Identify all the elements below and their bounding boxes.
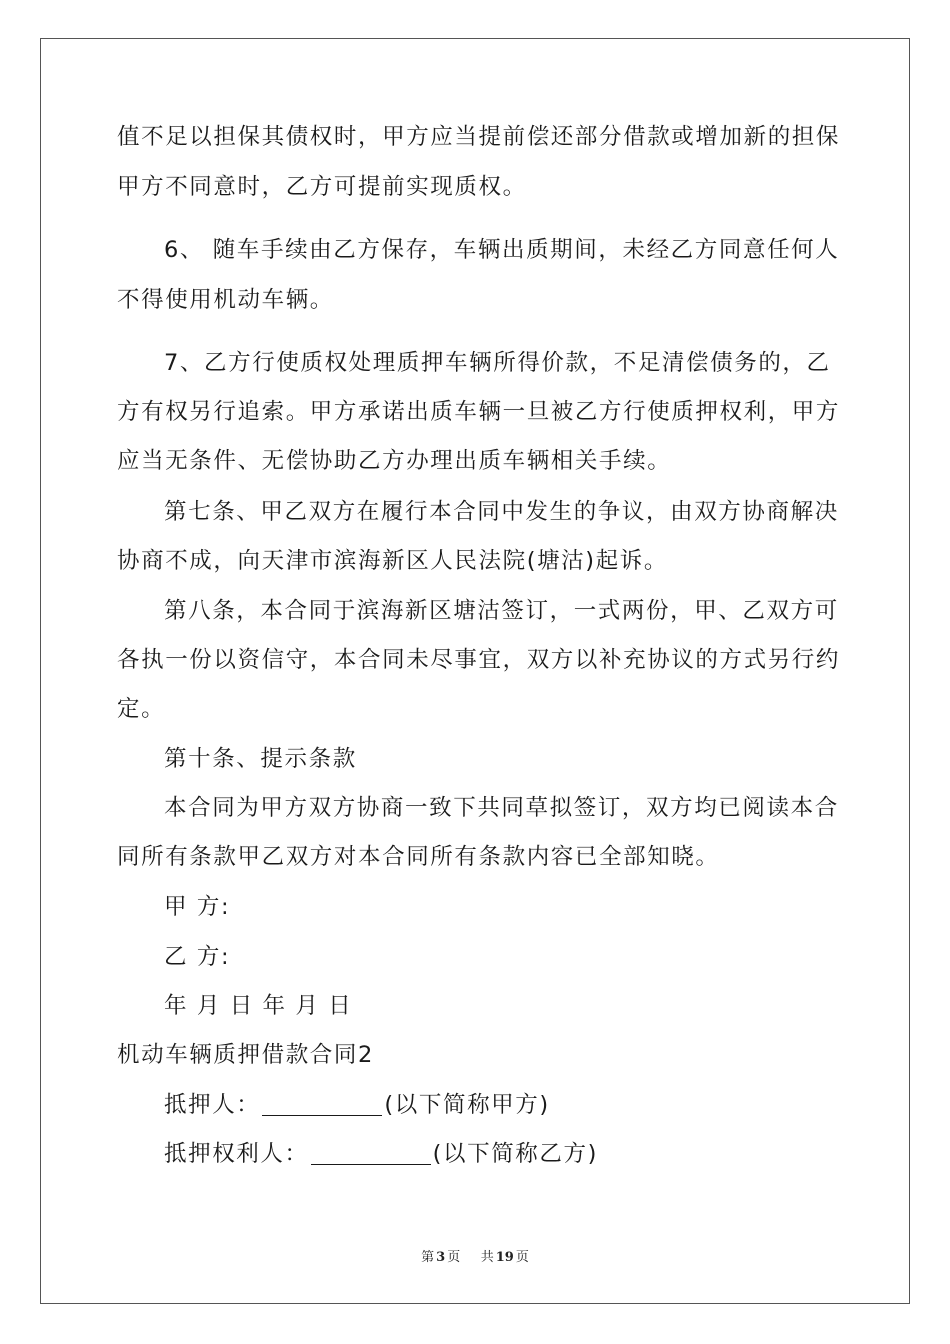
footer-total-unit: 页 <box>515 1250 529 1265</box>
footer-total-prefix: 共 <box>480 1250 494 1265</box>
mortgagor-line <box>164 1090 550 1120</box>
mortgagee-suffix: (以下简称乙方) <box>432 1141 598 1167</box>
mortgagor-blank <box>262 1093 382 1116</box>
section-heading: 第十条、提示条款 <box>164 746 357 772</box>
text-line: 同所有条款甲乙双方对本合同所有条款内容已全部知晓。 <box>117 844 720 870</box>
text-line: 6、 随车手续由乙方保存，车辆出质期间，未经乙方同意任何人 <box>164 237 840 263</box>
document-title: 机动车辆质押借款合同2 <box>117 1042 374 1068</box>
text-line: 值不足以担保其债权时，甲方应当提前偿还部分借款或增加新的担保 <box>117 124 841 150</box>
text-line: 定。 <box>117 696 166 722</box>
page-footer <box>0 1246 950 1265</box>
date-line: 年 月 日 年 月 日 <box>164 993 353 1019</box>
text-line: 各执一份以资信守，本合同未尽事宜，双方以补充协议的方式另行约 <box>117 647 841 673</box>
party-a-signature: 甲 方: <box>164 894 231 920</box>
text-line: 第八条，本合同于滨海新区塘沽签订，一式两份，甲、乙双方可 <box>164 598 839 624</box>
party-b-signature: 乙 方: <box>164 944 231 970</box>
text-line: 不得使用机动车辆。 <box>117 287 334 313</box>
footer-page-unit: 页 <box>447 1250 461 1265</box>
total-pages: 19 <box>495 1250 514 1265</box>
footer-prefix: 第 <box>421 1250 435 1265</box>
mortgagor-suffix: (以下简称甲方) <box>384 1092 550 1118</box>
mortgagee-label: 抵押权利人： <box>164 1141 309 1167</box>
text-line: 7、乙方行使质权处理质押车辆所得价款，不足清偿债务的，乙 <box>164 350 831 376</box>
text-line: 第七条、甲乙双方在履行本合同中发生的争议，由双方协商解决 <box>164 499 839 525</box>
text-line: 方有权另行追索。甲方承诺出质车辆一旦被乙方行使质押权利，甲方 <box>117 399 841 425</box>
text-line: 甲方不同意时，乙方可提前实现质权。 <box>117 174 527 200</box>
mortgagee-line <box>164 1139 598 1169</box>
page-number: 3 <box>436 1250 446 1265</box>
text-line: 本合同为甲方双方协商一致下共同草拟签订，双方均已阅读本合 <box>164 795 839 821</box>
text-line: 应当无条件、无偿协助乙方办理出质车辆相关手续。 <box>117 448 672 474</box>
text-line: 协商不成，向天津市滨海新区人民法院(塘沽)起诉。 <box>117 548 668 574</box>
mortgagor-label: 抵押人： <box>164 1092 261 1118</box>
mortgagee-blank <box>311 1142 431 1165</box>
